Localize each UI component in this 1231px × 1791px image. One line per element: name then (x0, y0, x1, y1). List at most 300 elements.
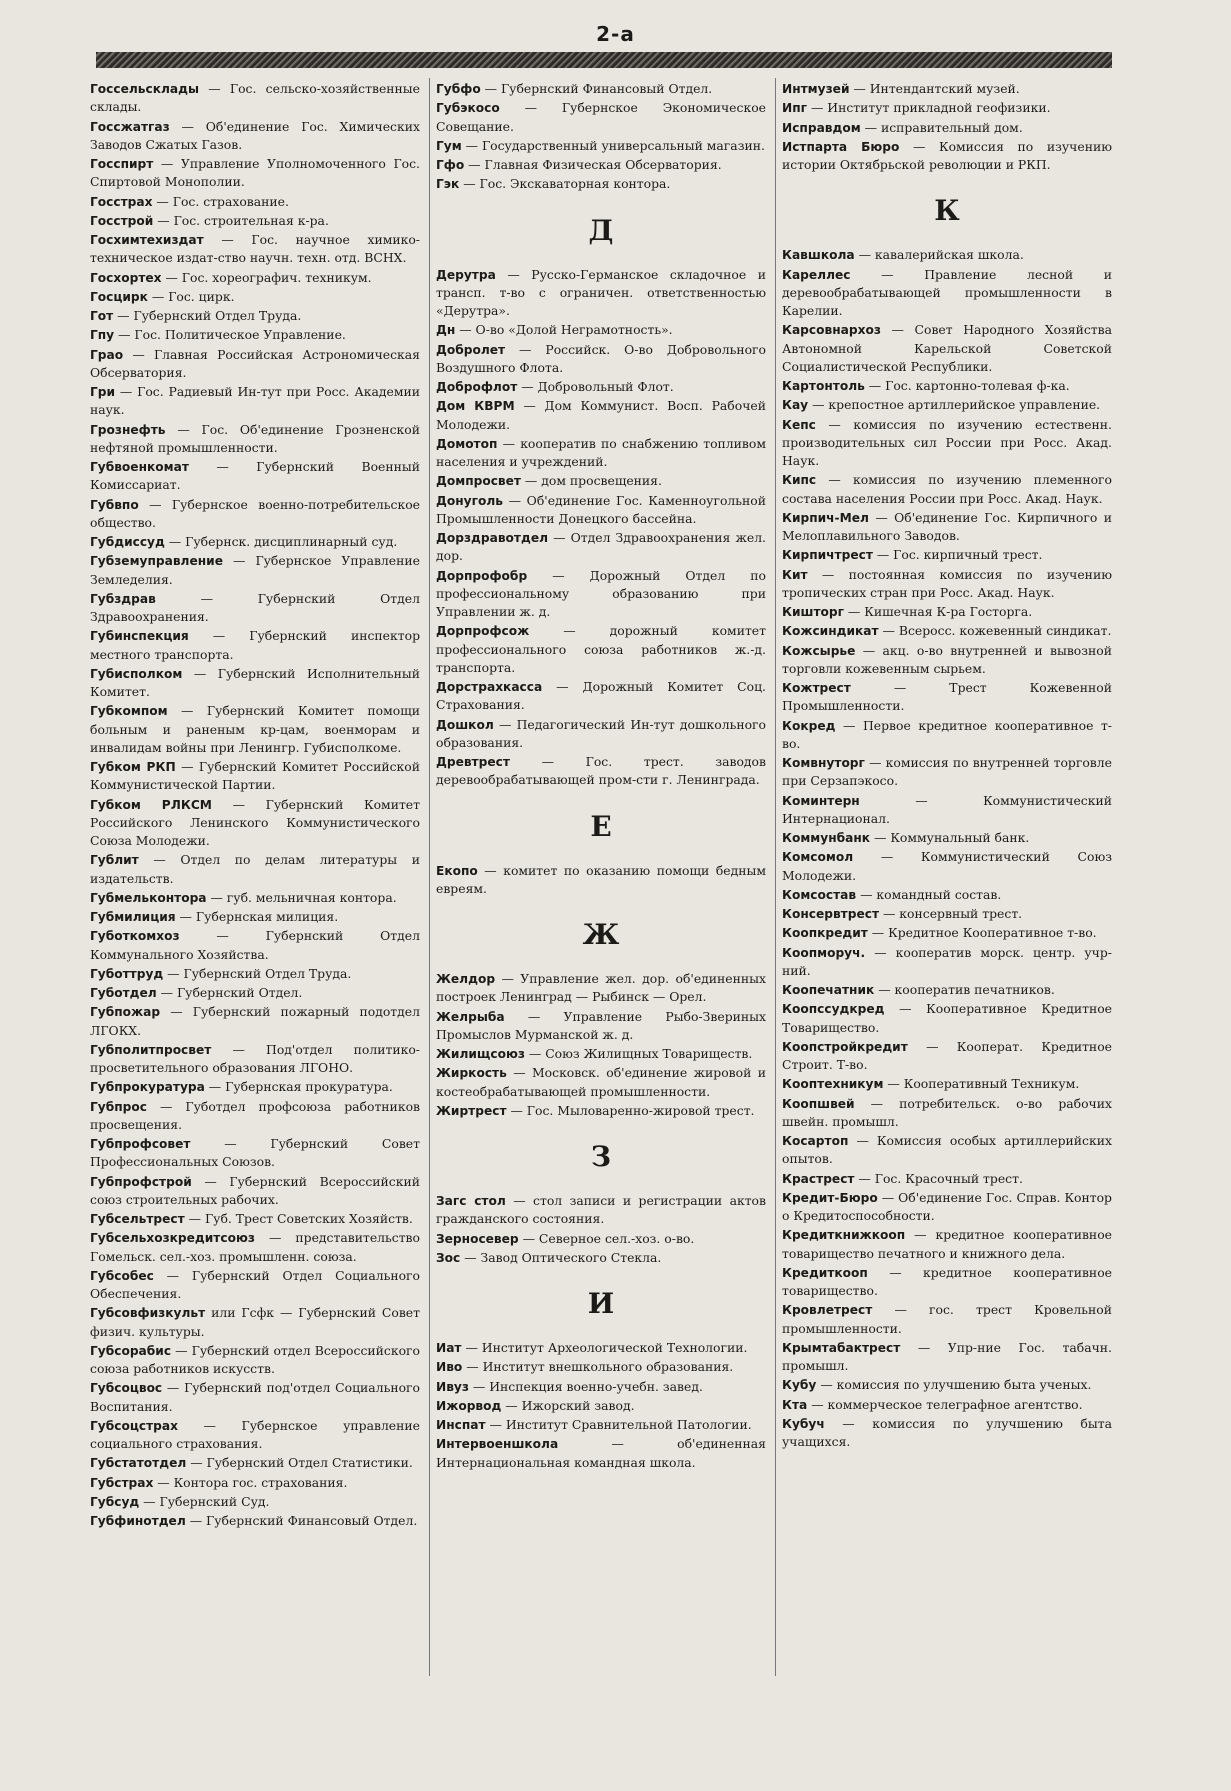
entry-definition: — Губернский Совет Профессиональных Союзов. (90, 1136, 420, 1170)
entry-definition: — кооператив морск. центр. учр-ний. (782, 944, 1112, 978)
entry-term: Косартоп (782, 1134, 849, 1148)
dictionary-entry (782, 1226, 1112, 1263)
entry-term: Губоткомхоз (90, 929, 180, 944)
entry-term: Кровлетрест (782, 1303, 873, 1318)
dictionary-entry (436, 397, 766, 434)
entry-definition: — Губернский Комитет помощи больным и раненым кр-цам, военморам и инвалидам войны при Ленингр. Губисполкоме. (90, 703, 420, 755)
entry-definition: — Губернский Финансовый Отдел. (185, 1513, 418, 1528)
dictionary-entry (782, 1038, 1112, 1075)
entry-term: Консервтрест (782, 907, 880, 921)
entry-term: Кожсырье (782, 643, 856, 658)
entry-definition: — Русско-Германское складочное и трансп. т-во с ограничен. ответственностью «Дерутра». (436, 266, 766, 318)
entry-term: Доброфлот (436, 380, 518, 394)
entry-term: Коммунбанк (782, 831, 871, 845)
entry-definition: — Отдел Здравоохранения жел. дор. (436, 530, 766, 564)
entry-term: Кредиткнижкооп (782, 1228, 906, 1243)
entry-definition: — Гос. Политическое Управление. (114, 327, 346, 343)
entry-definition: — Губернский Отдел Здравоохранения. (90, 590, 420, 624)
dictionary-entry (436, 1435, 766, 1472)
dictionary-entry (90, 1003, 420, 1040)
entry-term: Губкомпом (90, 704, 168, 719)
dictionary-entry (90, 1098, 420, 1135)
entry-term: Губсобес (90, 1268, 154, 1283)
entry-term: Губстатотдел (90, 1456, 187, 1471)
dictionary-entry (436, 1358, 766, 1376)
entry-definition: — Кооперативное Кредитное Товарищество. (782, 1001, 1112, 1035)
entry-term: Исправдом (782, 120, 861, 135)
entry-definition: — Упр-ние Гос. табачн. промышл. (782, 1339, 1112, 1373)
dictionary-entry (782, 829, 1112, 847)
entry-term: Гри (90, 385, 116, 399)
entry-term: Гот (90, 309, 114, 323)
entry-definition: — Об'единение Гос. Химических Заводов Сжатых Газов. (90, 118, 420, 152)
entry-definition: — Государственный универсальный магазин. (461, 137, 765, 153)
dictionary-entry (782, 1000, 1112, 1037)
entry-definition: — Интендантский музей. (849, 81, 1020, 96)
dictionary-entry (782, 1376, 1112, 1394)
dictionary-entry (436, 862, 766, 899)
dictionary-entry (436, 1249, 766, 1267)
entry-term: Коопссудкред (782, 1002, 885, 1017)
entry-term: Интмузей (782, 82, 850, 96)
dictionary-entry (436, 378, 766, 396)
entry-term: Губпрокуратура (90, 1080, 205, 1095)
entry-term: Губотдел (90, 986, 157, 1000)
dictionary-entry (782, 717, 1112, 754)
entry-term: Ипг (782, 101, 807, 116)
dictionary-entry (782, 924, 1112, 942)
entry-term: Комсостав (782, 887, 857, 902)
dictionary-entry (90, 965, 420, 983)
entry-definition: — консервный трест. (879, 906, 1023, 921)
entry-term: Госсжатгаз (90, 119, 170, 134)
entry-definition: — Добровольный Флот. (517, 379, 674, 394)
entry-term: Крымтабактрест (782, 1340, 901, 1355)
entry-term: Губземуправление (90, 554, 223, 569)
entry-term: Губсовфизкульт (90, 1306, 206, 1321)
entry-definition: — Губернский Финансовый Отдел. (480, 81, 713, 96)
column-divider (775, 78, 776, 1676)
dictionary-entry (436, 341, 766, 378)
entry-definition: — Гос. страхование. (152, 193, 289, 209)
dictionary-entry (90, 1173, 420, 1210)
dictionary-entry (436, 492, 766, 529)
entry-term: Дн (436, 323, 456, 338)
entry-term: Грао (90, 347, 124, 362)
dictionary-entry (782, 80, 1112, 98)
entry-term: Госхимтехиздат (90, 233, 204, 247)
entry-term: Желрыба (436, 1009, 505, 1024)
entry-definition: — Всеросс. кожевенный синдикат. (878, 623, 1112, 639)
header-rule (96, 52, 1112, 68)
entry-term: Госспирт (90, 157, 154, 171)
entry-term: Коминтерн (782, 793, 860, 808)
dictionary-entry (90, 758, 420, 795)
dictionary-entry (90, 889, 420, 907)
dictionary-entry (436, 1102, 766, 1120)
entry-definition: — Губернский под'отдел Социального Воспитания. (90, 1380, 420, 1414)
entry-definition: — комитет по оказанию помощи бедным евреям. (436, 862, 766, 896)
entry-definition: — Кишечная К-ра Госторга. (843, 604, 1033, 619)
entry-term: Кожсиндикат (782, 624, 879, 639)
entry-term: Кта (782, 1397, 808, 1412)
entry-term: Желдор (436, 972, 496, 986)
dictionary-entry (90, 927, 420, 964)
entry-definition: — стол записи и регистрации актов гражданского состояния. (436, 1193, 766, 1227)
column-1 (90, 80, 420, 1531)
entry-definition: — Гос. кирпичный трест. (872, 547, 1043, 563)
dictionary-entry (90, 118, 420, 155)
entry-definition: — потребительск. о-во рабочих швейн. промышл. (782, 1095, 1112, 1129)
entry-definition: — Коммунистический Союз Молодежи. (782, 849, 1112, 883)
entry-definition: — Об'единение Гос. Каменноугольной Промышленности Донецкого бассейна. (436, 492, 766, 526)
entry-term: Губоттруд (90, 966, 164, 981)
entry-definition: — Гос. цирк. (147, 288, 235, 304)
entry-term: Кареллес (782, 267, 851, 282)
entry-definition: — Гос. трест. заводов деревообрабатывающей пром-сти г. Ленинграда. (436, 754, 766, 788)
dictionary-entry (436, 1045, 766, 1063)
entry-term: Донуголь (436, 493, 503, 508)
dictionary-entry (436, 567, 766, 622)
entry-definition: — Гос. Мыловаренно-жировой трест. (506, 1102, 755, 1118)
entry-definition: — Губернское управление социального страхования. (90, 1417, 420, 1451)
entry-definition: — Российск. О-во Добровольного Воздушного Флота. (436, 341, 766, 375)
dictionary-entry (782, 416, 1112, 471)
page-number: 2-а (596, 22, 635, 46)
entry-term: Кредит-Бюро (782, 1190, 878, 1205)
entry-term: Жиркость (436, 1066, 507, 1081)
dictionary-entry (782, 642, 1112, 679)
entry-term: Губдиссуд (90, 535, 165, 549)
entry-definition: — кавалерийская школа. (854, 247, 1024, 263)
section-letter-heading: Д (588, 213, 614, 247)
entry-term: Жиртрест (436, 1103, 507, 1118)
entry-term: Губсоцвос (90, 1381, 163, 1396)
dictionary-entry (90, 1493, 420, 1511)
dictionary-entry (782, 981, 1112, 999)
entry-term: Госхортех (90, 270, 162, 285)
entry-term: Кокред (782, 718, 836, 733)
entry-term: Губпрофсовет (90, 1137, 191, 1151)
entry-term: Губэкосо (436, 101, 500, 116)
entry-definition: — Ижорский завод. (501, 1397, 635, 1413)
dictionary-entry (782, 321, 1112, 376)
dictionary-entry (436, 678, 766, 715)
entry-definition: — Губернская прокуратура. (204, 1079, 393, 1095)
entry-term: Губинспекция (90, 629, 189, 644)
entry-definition: — Управление Рыбо-Звериных Промыслов Мурманской ж. д. (436, 1008, 766, 1042)
entry-definition: — губ. мельничная контора. (206, 889, 397, 905)
dictionary-entry (436, 80, 766, 98)
entry-definition: — Дорожный Комитет Соц. Страхования. (436, 679, 766, 713)
entry-term: Губмельконтора (90, 890, 207, 905)
entry-definition: — Совет Народного Хозяйства Автономной Карельской Советской Социалистической Республики. (782, 322, 1112, 374)
entry-definition: — Об'единение Гос. Кирпичного и Мелоплавильного Заводов. (782, 509, 1112, 543)
entry-term: Коопшвей (782, 1096, 855, 1111)
entry-definition: — акц. о-во внутренней и вывозной торговли кожевенным сырьем. (782, 642, 1112, 676)
dictionary-entry (782, 1095, 1112, 1132)
dictionary-entry (436, 1230, 766, 1248)
dictionary-entry (90, 590, 420, 627)
entry-definition: — Институт Сравнительной Патологии. (485, 1417, 752, 1432)
entry-term: Дорпрофсож (436, 624, 530, 639)
entry-definition: — об'единенная Интернациональная командная школа. (436, 1436, 766, 1470)
dictionary-entry (90, 231, 420, 268)
entry-term: Крастрест (782, 1171, 855, 1186)
entry-definition: — Губ. Трест Советских Хозяйств. (184, 1211, 413, 1226)
entry-definition: — Гос. Об'единение Грозненской нефтяной промышленности. (90, 421, 420, 455)
dictionary-entry (782, 1415, 1112, 1452)
dictionary-entry (90, 984, 420, 1002)
dictionary-entry (782, 1301, 1112, 1338)
entry-definition: — Педагогический Ин-тут дошкольного образования. (436, 716, 766, 750)
dictionary-entry (782, 679, 1112, 716)
entry-definition: — командный состав. (856, 886, 1002, 902)
dictionary-entry (782, 1075, 1112, 1093)
entry-term: Комсомол (782, 850, 854, 865)
dictionary-entry (782, 1170, 1112, 1188)
entry-definition: — гос. трест Кровельной промышленности. (782, 1302, 1112, 1336)
dictionary-entry (90, 908, 420, 926)
dictionary-entry (90, 288, 420, 306)
entry-definition: — Главная Российская Астрономическая Обсерватория. (90, 346, 420, 380)
entry-term: Гпу (90, 328, 115, 343)
entry-term: Госстрой (90, 213, 154, 228)
dictionary-entry (90, 1135, 420, 1172)
entry-term: Дошкол (436, 717, 494, 732)
entry-definition: — Губернское Управление Земледелия. (90, 553, 420, 587)
entry-definition: — Московск. об'единение жировой и костеобрабатывающей промышленности. (436, 1065, 766, 1099)
entry-term: Губвпо (90, 497, 139, 512)
entry-definition: — Губернский инспектор местного транспорта. (90, 628, 420, 662)
entry-term: Интервоеншкола (436, 1437, 559, 1452)
entry-term: Добролет (436, 342, 506, 357)
dictionary-entry (90, 496, 420, 533)
entry-term: Губпрос (90, 1099, 147, 1114)
entry-definition: — Первое кредитное кооперативное т-во. (782, 717, 1112, 751)
entry-term: Кепс (782, 417, 816, 432)
dictionary-entry (782, 509, 1112, 546)
dictionary-entry (782, 944, 1112, 981)
entry-term: Комвнуторг (782, 756, 865, 770)
dictionary-entry (90, 212, 420, 230)
entry-definition: — Коммунистический Интернационал. (782, 792, 1112, 826)
dictionary-entry (90, 1078, 420, 1096)
dictionary-entry (90, 269, 420, 287)
entry-term: Губмилиция (90, 910, 176, 924)
entry-term: Губсорабис (90, 1343, 172, 1358)
dictionary-entry (782, 848, 1112, 885)
dictionary-entry (90, 383, 420, 420)
entry-term: Загс стол (436, 1194, 506, 1208)
entry-definition: — Северное сел.-хоз. о-во. (518, 1230, 695, 1246)
entry-definition: — Дорожный Отдел по профессиональному образованию при Управлении ж. д. (436, 567, 766, 619)
section-letter-heading: К (934, 194, 960, 228)
dictionary-entry (90, 1304, 420, 1341)
entry-term: Древтрест (436, 755, 510, 769)
column-divider (429, 78, 430, 1676)
dictionary-entry (90, 80, 420, 117)
entry-definition: — Комиссия особых артиллерийских опытов. (782, 1133, 1112, 1167)
entry-definition: — Губернское Экономическое Совещание. (436, 100, 766, 134)
entry-term: Кредиткооп (782, 1265, 868, 1280)
entry-definition: — Гос. картонно-толевая ф-ка. (864, 378, 1070, 393)
entry-term: Кавшкола (782, 248, 855, 263)
entry-definition: — кооператив печатников. (874, 982, 1055, 997)
entry-definition: — Губернск. дисциплинарный суд. (164, 534, 398, 549)
dictionary-entry (782, 566, 1112, 603)
entry-definition: — Губернский Отдел. (156, 985, 303, 1000)
section-letter-heading: И (587, 1287, 615, 1320)
entry-term: Губполитпросвет (90, 1042, 212, 1057)
dictionary-entry (90, 1267, 420, 1304)
entry-definition: — дом просвещения. (520, 473, 662, 489)
dictionary-entry (782, 1189, 1112, 1226)
dictionary-entry (782, 119, 1112, 137)
dictionary-entry (436, 175, 766, 193)
dictionary-entry (782, 266, 1112, 321)
dictionary-entry (782, 792, 1112, 829)
entry-definition: — Гос. научное химико-техническое издат-ство научн. техн. отд. ВСНХ. (90, 232, 420, 266)
entry-definition: — Отдел по делам литературы и издательств. (90, 852, 420, 886)
dictionary-entry (90, 665, 420, 702)
entry-definition: — Губернский Отдел Труда. (163, 965, 352, 981)
entry-term: Госцирк (90, 289, 148, 304)
dictionary-entry (90, 1379, 420, 1416)
dictionary-entry (436, 137, 766, 155)
dictionary-entry (90, 193, 420, 211)
entry-term: Кит (782, 567, 808, 582)
entry-term: Зос (436, 1250, 461, 1265)
entry-term: Губпожар (90, 1005, 161, 1020)
entry-definition: — Гос. строительная к-ра. (153, 212, 329, 228)
entry-term: Гублит (90, 853, 139, 868)
entry-definition: — Губернский Суд. (139, 1493, 270, 1509)
dictionary-entry (782, 138, 1112, 175)
dictionary-entry (436, 622, 766, 677)
dictionary-entry (436, 1416, 766, 1434)
dictionary-entry (90, 1041, 420, 1078)
entry-term: Гум (436, 138, 462, 153)
entry-term: Екопо (436, 863, 478, 878)
entry-term: Дорстрахкасса (436, 680, 543, 694)
dictionary-entry (90, 552, 420, 589)
entry-definition: — О-во «Долой Неграмотность». (455, 322, 673, 338)
entry-definition: — Кооперативный Техникум. (883, 1076, 1080, 1092)
entry-term: Домпросвет (436, 474, 521, 489)
dictionary-entry (90, 1474, 420, 1492)
entry-definition: — представительство Гомельск. сел.-хоз. промышленн. союза. (90, 1230, 420, 1264)
entry-definition: — коммерческое телеграфное агентство. (807, 1396, 1083, 1412)
entry-term: Инспат (436, 1418, 486, 1432)
entry-term: Карсовнархоз (782, 323, 881, 338)
entry-definition: — Комиссия по изучению истории Октябрьской революции и РКП. (782, 138, 1113, 172)
dictionary-entry (436, 753, 766, 790)
dictionary-entry (436, 1064, 766, 1101)
entry-term: Коопстройкредит (782, 1039, 908, 1054)
dictionary-entry (90, 1454, 420, 1472)
dictionary-entry (436, 435, 766, 472)
entry-term: Кау (782, 398, 809, 413)
entry-term: Госсельсклады (90, 82, 199, 96)
entry-definition: — Губернский Комитет Российской Коммунистической Партии. (90, 759, 420, 793)
dictionary-entry (436, 472, 766, 490)
dictionary-entry (90, 1210, 420, 1228)
entry-term: Губфинотдел (90, 1514, 186, 1528)
dictionary-entry (90, 627, 420, 664)
entry-definition: — крепостное артиллерийское управление. (808, 397, 1101, 413)
entry-definition: — Губернский Всероссийский союз строительных рабочих. (90, 1173, 420, 1207)
entry-term: Кубуч (782, 1416, 825, 1431)
dictionary-entry (782, 377, 1112, 395)
entry-term: Губфо (436, 82, 481, 96)
entry-definition: — Институт Археологической Технологии. (461, 1340, 748, 1355)
entry-definition: — Губернская милиция. (175, 909, 339, 924)
entry-term: Иат (436, 1341, 462, 1355)
entry-term: Кипс (782, 473, 817, 488)
dictionary-entry (90, 796, 420, 851)
entry-definition: — комиссия по улучшению быта учащихся. (782, 1415, 1112, 1449)
entry-term: Дорздравотдел (436, 531, 549, 545)
entry-definition: — Губернский Отдел Социального Обеспечения. (90, 1267, 420, 1301)
dictionary-entry (90, 702, 420, 757)
dictionary-entry (782, 246, 1112, 264)
entry-definition: — комиссия по изучению племенного состава населения России при Росс. Акад. Наук. (782, 472, 1112, 506)
dictionary-entry (436, 1378, 766, 1396)
entry-term: Губстрах (90, 1475, 154, 1490)
entry-definition: — Союз Жилищных Товариществ. (524, 1046, 753, 1061)
entry-definition: — Губернский Отдел Труда. (113, 308, 302, 323)
entry-definition: — Гос. Радиевый Ин-тут при Росс. Академии наук. (90, 384, 420, 418)
dictionary-entry (90, 421, 420, 458)
entry-definition: — Коммунальный банк. (870, 830, 1030, 845)
dictionary-entry (782, 1396, 1112, 1414)
dictionary-entry (90, 346, 420, 383)
entry-definition: — кредитное кооперативное товарищество. (782, 1264, 1112, 1298)
dictionary-entry (436, 529, 766, 566)
entry-definition: — Губернский Комитет Российского Ленинского Коммунистического Союза Молодежи. (90, 796, 420, 848)
dictionary-entry (782, 1264, 1112, 1301)
entry-definition: — Трест Кожевенной Промышленности. (782, 680, 1112, 714)
entry-definition: — кредитное кооперативное товарищество печатного и книжного дела. (782, 1227, 1112, 1261)
section-letter-heading: Е (590, 809, 612, 843)
entry-term: Гфо (436, 158, 465, 172)
entry-definition: — комиссия по внутренней торговле при Серзапэкосо. (782, 755, 1112, 789)
dictionary-entry (782, 905, 1112, 923)
dictionary-entry (90, 458, 420, 495)
dictionary-entry (782, 1132, 1112, 1169)
entry-term: Гэк (436, 177, 460, 192)
column-2 (436, 80, 766, 1473)
entry-definition: — Правление лесной и деревообрабатывающей промышленности в Карелии. (782, 266, 1112, 318)
entry-term: Ижорвод (436, 1398, 502, 1413)
dictionary-entry (436, 716, 766, 753)
entry-definition: — Институт прикладной геофизики. (807, 100, 1051, 116)
entry-definition: — Губернский Отдел Статистики. (186, 1455, 413, 1471)
dictionary-entry (436, 1339, 766, 1357)
entry-definition: — Губернское военно-потребительское общество. (90, 496, 420, 530)
entry-term: Истпарта Бюро (782, 139, 900, 154)
entry-term: Госстрах (90, 194, 153, 209)
dictionary-entry (90, 155, 420, 192)
entry-definition: — кооператив по снабжению топливом населения и учреждений. (436, 435, 766, 469)
entry-definition: — Губернский отдел Всероссийского союза работников искусств. (90, 1342, 420, 1376)
entry-term: Губсоцстрах (90, 1418, 178, 1433)
entry-definition: — Губернский пожарный подотдел ЛГОКХ. (90, 1004, 420, 1038)
entry-definition: — Кредитное Кооперативное т-во. (867, 925, 1097, 941)
dictionary-entry (90, 1342, 420, 1379)
dictionary-entry (436, 266, 766, 321)
